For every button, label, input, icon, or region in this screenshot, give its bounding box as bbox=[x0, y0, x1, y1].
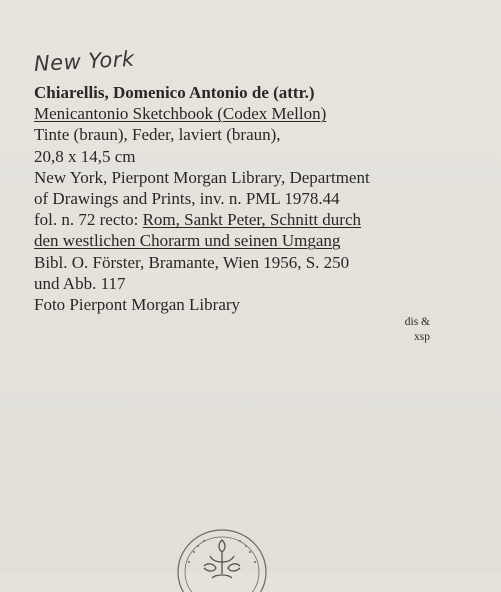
location-line-1: New York, Pierpont Morgan Library, Department bbox=[34, 167, 370, 187]
handwritten-location: New York bbox=[33, 46, 136, 76]
folio-subject-2: den westlichen Chorarm und seinen Umgang bbox=[34, 231, 341, 251]
bibliography-1: Bibl. O. Förster, Bramante, Wien 1956, S. 250 bbox=[34, 252, 350, 272]
initials-note bbox=[370, 315, 430, 345]
card-body bbox=[34, 82, 474, 315]
location-line-2: of Drawings and Prints, inv. n. PML 1978.44 bbox=[34, 189, 340, 209]
technique: Tinte (braun), Feder, laviert (braun), bbox=[34, 125, 281, 145]
library-seal-icon bbox=[174, 522, 270, 592]
initials-line-2: xsp bbox=[414, 331, 430, 343]
folio-subject-1: Rom, Sankt Peter, Schnitt durch bbox=[142, 210, 362, 230]
initials-line-1: dis & bbox=[404, 316, 430, 328]
folio-prefix: fol. n. 72 recto: bbox=[34, 210, 143, 230]
folio-line bbox=[34, 209, 474, 230]
photo-credit: Foto Pierpont Morgan Library bbox=[34, 295, 241, 315]
work-title: Menicantonio Sketchbook (Codex Mellon) bbox=[34, 104, 327, 124]
bibliography-2: und Abb. 117 bbox=[34, 273, 126, 293]
artist-name: Chiarellis, Domenico Antonio de (attr.) bbox=[34, 83, 315, 102]
dimensions: 20,8 x 14,5 cm bbox=[34, 146, 136, 166]
